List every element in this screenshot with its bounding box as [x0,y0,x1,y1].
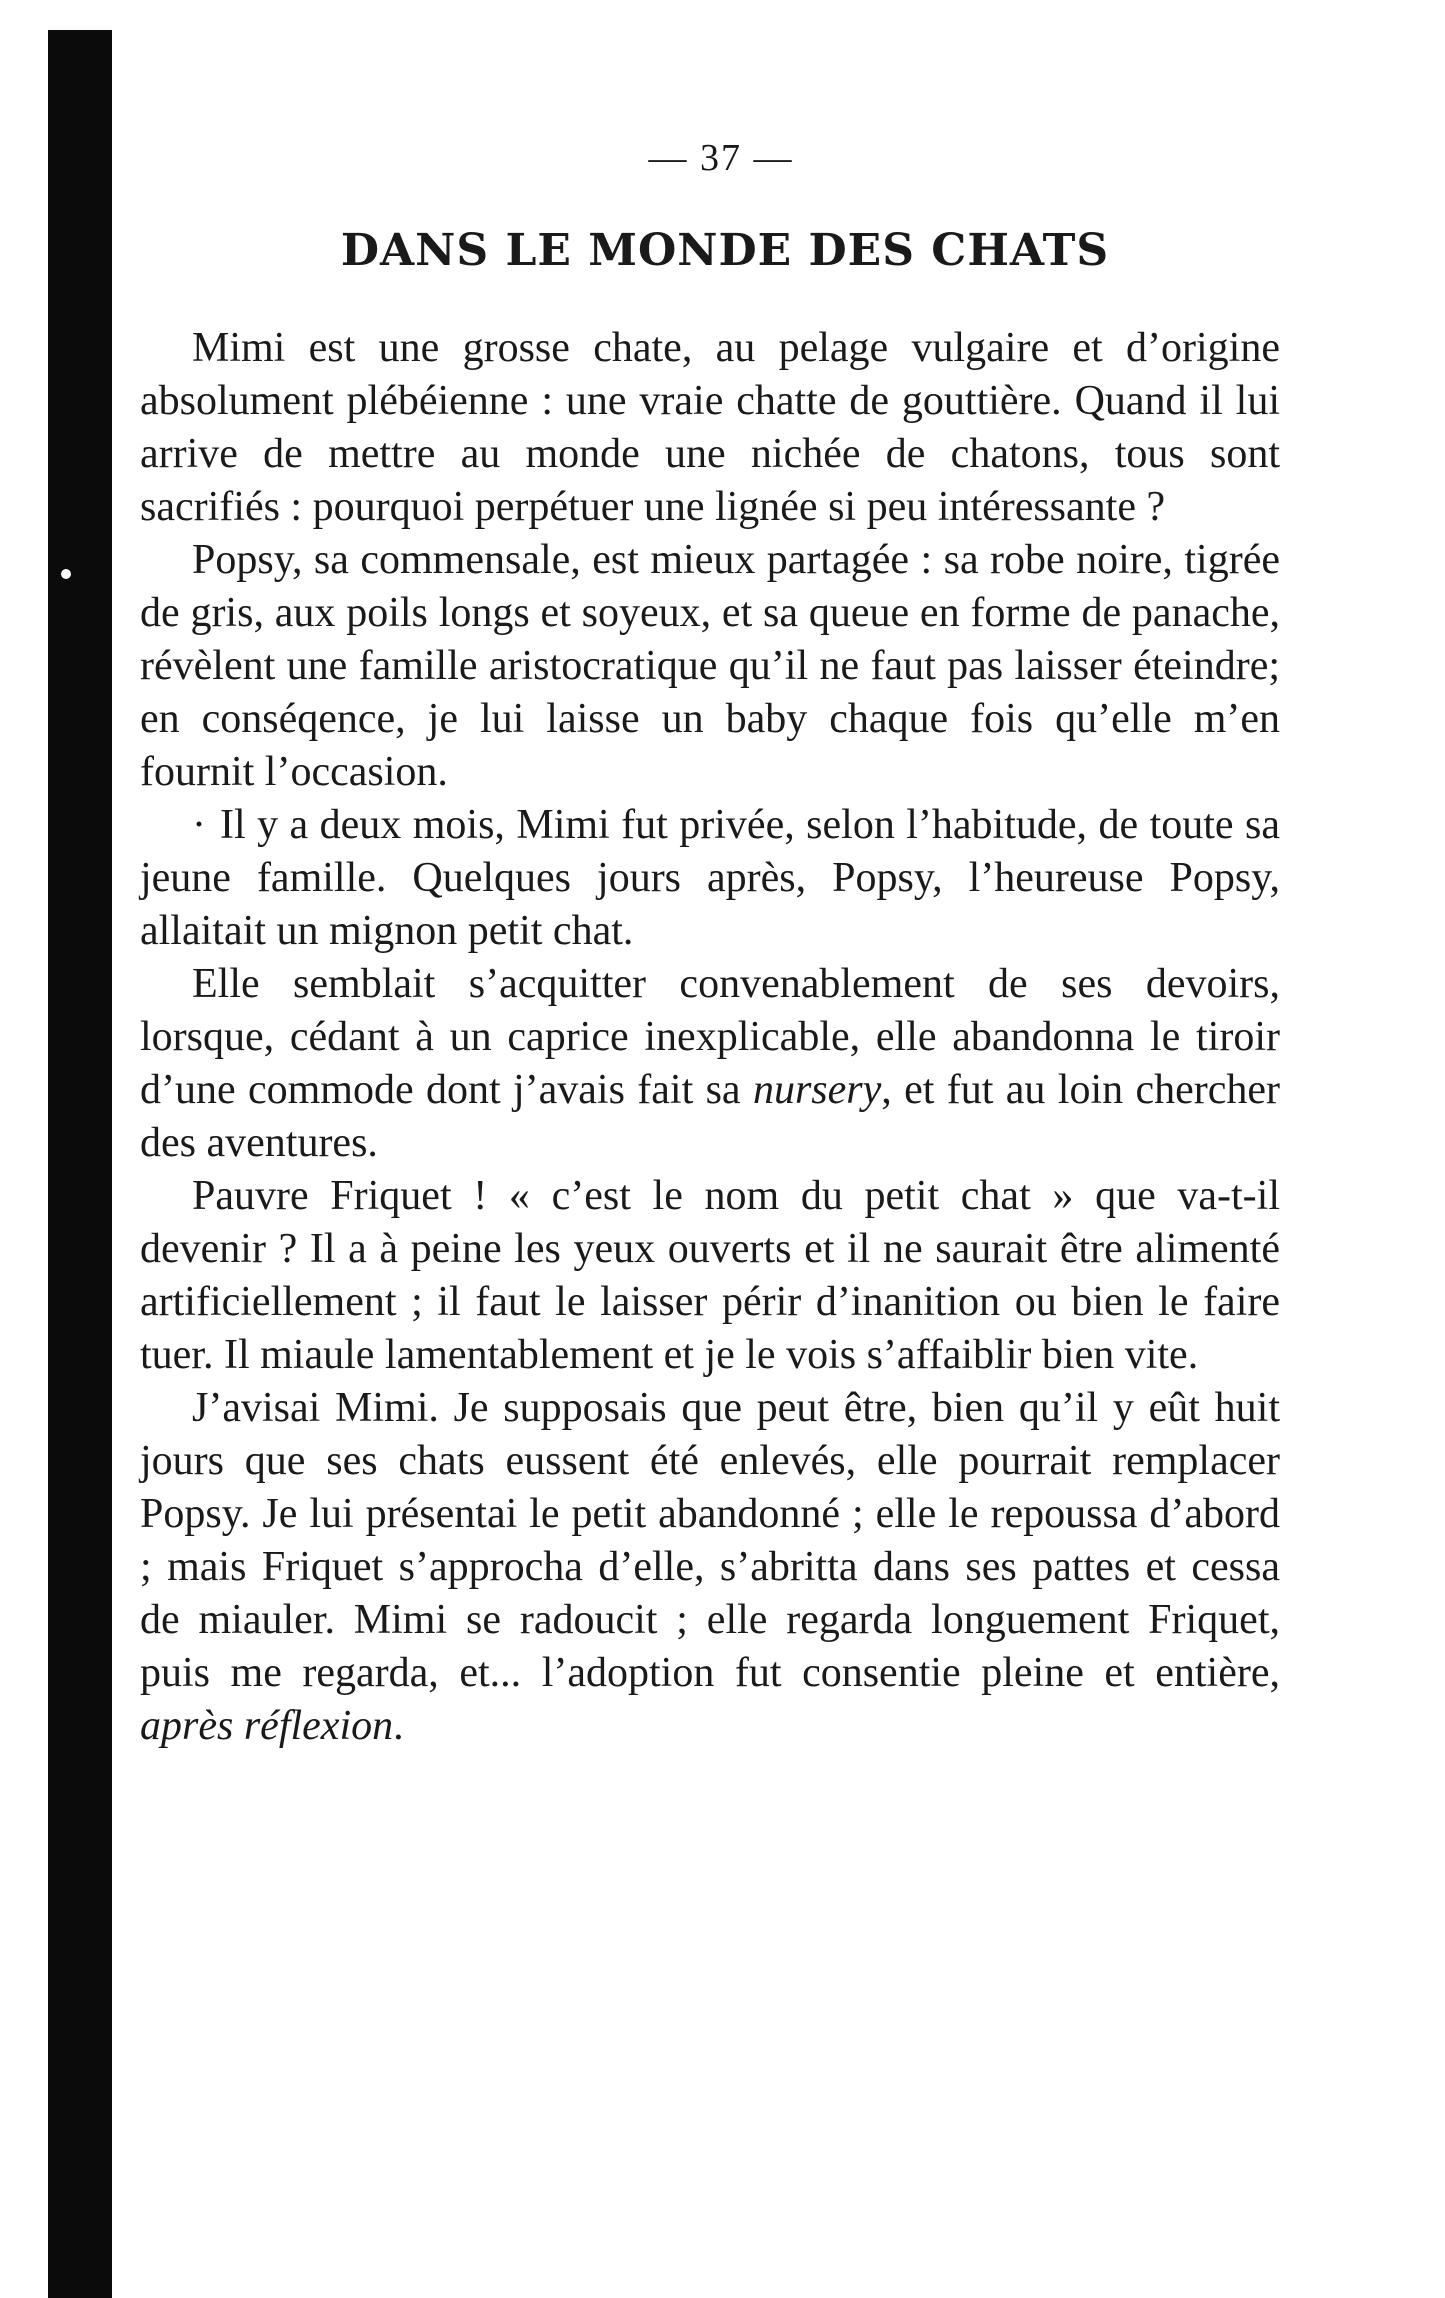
paragraph-4 [140,958,1280,1170]
chapter-title: DANS LE MONDE DES CHATS [340,225,1110,276]
body-text [140,322,1280,1753]
paragraph-text: Popsy, sa commensale, est mieux partagée : sa robe noire, tigrée de gris, aux poils longs et soyeux, et sa queue en forme de panache, révèlent une famille aristocratique qu’il ne faut pas laisser éteindre; en conséqence, je lui laisse un baby chaque fois qu’elle m’en fournit l’occasion. [140,537,1280,795]
paragraph-text: , et fut au loin chercher des aventures. [140,1067,1281,1166]
binding-hole [61,569,71,579]
paragraph-text: . [393,1703,404,1749]
page-number: — 37 — [648,137,794,179]
paragraph-text: J’avisai Mimi. Je supposais que peut être, bien qu’il y eût huit jours que ses chats eussent été enlevés, elle pourrait remplacer Popsy. Je lui présentai le petit abandonné ; elle le repoussa d’abord ; mais Friquet s’approcha d’elle, s’abritta dans ses pattes et cessa de miauler. Mimi se radoucit ; elle regarda longuement Friquet, puis me regarda, et... l’adoption fut consentie pleine et entière, [140,1385,1280,1696]
paragraph-text: Pauvre Friquet ! « c’est le nom du petit chat » que va-t-il devenir ? Il a à peine les yeux ouverts et il ne saurait être alimenté artificiellement ; il faut le laisser périr d’inanition ou bien le faire tuer. Il miaule lamentablement et je le vois s’affaiblir bien vite. [140,1173,1280,1378]
paragraph-text: Il y a deux mois, Mimi fut privée, selon l’habitude, de toute sa jeune famille. Quelques jours après, Popsy, l’heureuse Popsy, allaitait un mignon petit chat. [140,802,1280,954]
paragraph-text: Elle semblait s’acquitter convenablement de ses devoirs, lorsque, cédant à un caprice inexplicable, elle abandonna le tiroir d’une commode dont j’avais fait sa [140,961,1280,1113]
binding-edge [48,30,112,2298]
paragraph-1 [140,322,1280,534]
paragraph-3 [140,799,1280,958]
italic-term: après réflexion [140,1703,394,1749]
paragraph-2 [140,534,1280,799]
italic-term: nursery [752,1067,882,1113]
paragraph-lead-mark: · [192,802,206,848]
book-page [140,130,1280,1753]
paragraph-6 [140,1382,1280,1753]
paragraph-text: Mimi est une grosse chate, au pelage vulgaire et d’origine absolument plébéienne : une vraie chatte de gouttière. Quand il lui arrive de mettre au monde une nichée de chatons, tous sont sacrifiés : pourquoi perpétuer une lignée si peu intéressante ? [140,325,1280,530]
paragraph-5 [140,1170,1280,1382]
